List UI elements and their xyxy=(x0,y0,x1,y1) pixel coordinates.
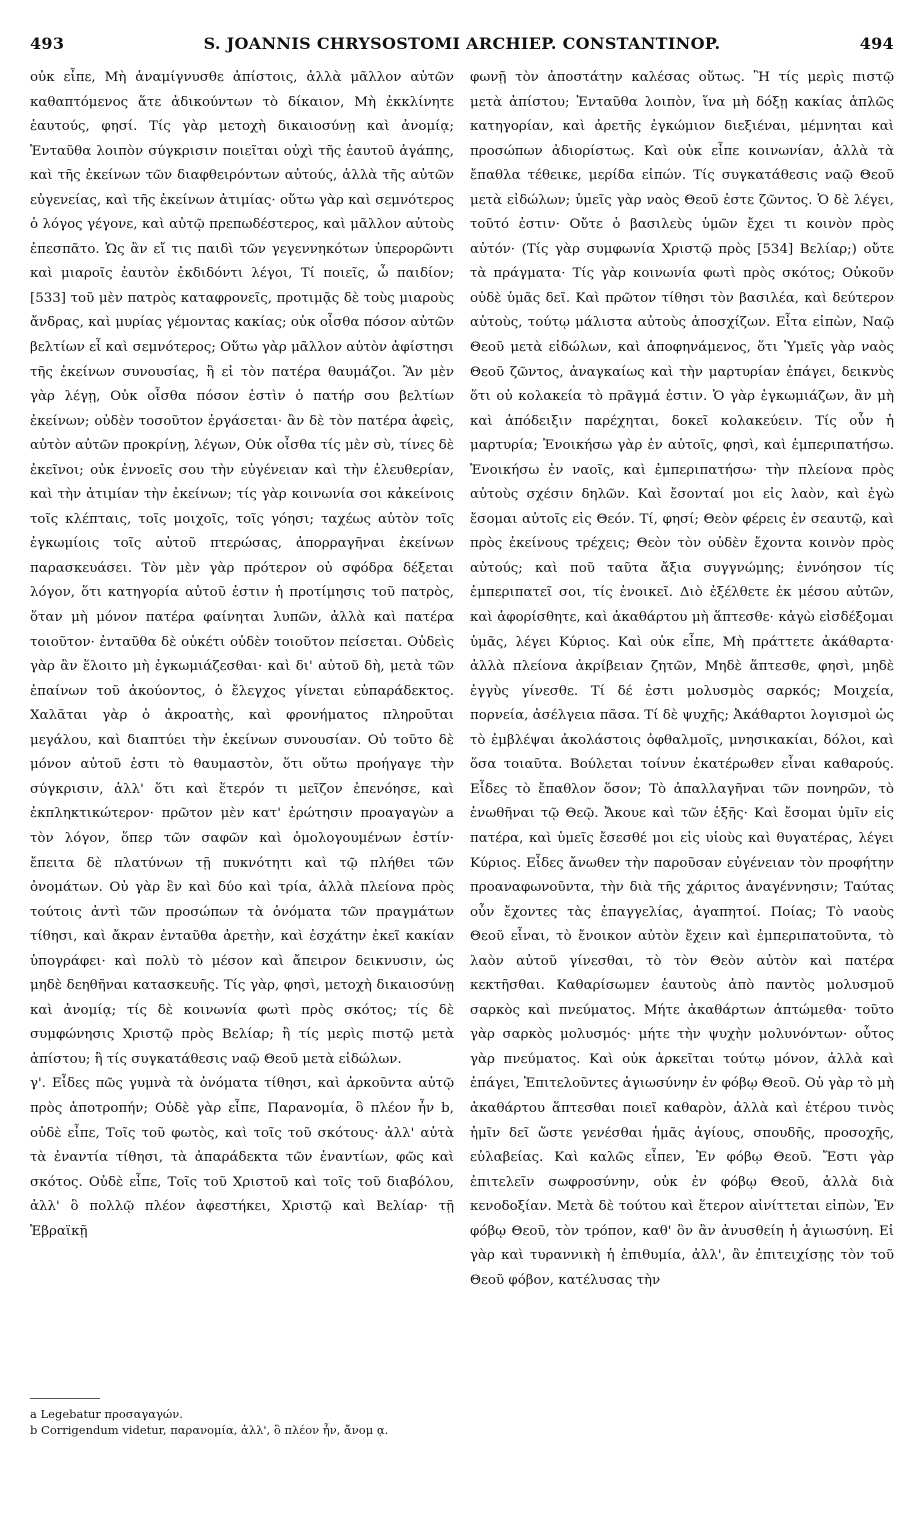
left-column xyxy=(30,66,454,1486)
page-number-left: 493 xyxy=(30,34,65,53)
footnote-divider xyxy=(30,1398,100,1399)
left-paragraph-2: γ'. Εἶδες πῶς γυμνὰ τὰ ὀνόματα τίθησι, καὶ ἀρκοῦντα αὐτῷ πρὸς ἀποτροπήν; Οὐδὲ γὰρ εἶπε, Παρανομία, ὃ πλέον ἦν b, οὐδὲ εἶπε, Τοῖς τοῦ φωτὸς, καὶ τοῖς τοῦ σκότους· ἀλλ' αὐτὰ τὰ ἐναντία τίθησι, τὰ ἀπαράδεκτα τῶν ἐναντίων, φῶς καὶ σκότος. Οὐδὲ εἶπε, Τοῖς τοῦ Χριστοῦ καὶ τοῖς τοῦ διαβόλου, ἀλλ' ὃ πολλῷ πλέον ἀφεστήκει, Χριστῷ καὶ Βελίαρ· τῇ Ἑβραϊκῇ xyxy=(30,1076,454,1239)
right-column xyxy=(470,66,894,1486)
page-number-right: 494 xyxy=(859,34,894,53)
right-paragraph-1: φωνῇ τὸν ἀποστάτην καλέσας οὕτως. Ἢ τίς μερὶς πιστῷ μετὰ ἀπίστου; Ἐνταῦθα λοιπὸν, ἵνα μὴ δόξῃ κακίας ἁπλῶς κατηγορίαν, καὶ ἀρετῆς ἐγκώμιον διεξιέναι, μέμνηται καὶ προσώπων ἀδιορίστως. Καὶ οὐκ εἶπε κοινωνίαν, ἀλλὰ τὰ ἔπαθλα τέθεικε, μερίδα εἰπών. Τίς συγκατάθεσις ναῷ Θεοῦ μετὰ εἰδώλων; ὑμεῖς γὰρ ναὸς Θεοῦ ἐστε ζῶντος. Ὁ δὲ λέγει, τοῦτό ἐστιν· Οὔτε ὁ βασιλεὺς ὑμῶν ἔχει τι κοινὸν πρὸς αὐτόν· (Τίς γὰρ συμφωνία Χριστῷ πρὸς [534] Βελίαρ;) οὔτε τὰ πράγματα· Τίς γὰρ κοινωνία φωτὶ πρὸς σκότος; Οὐκοῦν οὐδὲ ὑμᾶς δεῖ. Καὶ πρῶτον τίθησι τὸν βασιλέα, καὶ δεύτερον αὐτοὺς, τούτῳ μάλιστα αὐτοὺς ἀποσχίζων. Εἶτα εἰπὼν, Ναῷ Θεοῦ μετὰ εἰδώλων, καὶ ἀποφηνάμενος, ὅτι Ὑμεῖς γὰρ ναὸς Θεοῦ ζῶντος, ἀναγκαίως καὶ τὴν μαρτυρίαν ἐπάγει, δεικνὺς ὅτι οὐ κολακεία τὸ πρᾶγμά ἐστιν. Ὁ γὰρ ἐγκωμιάζων, ἂν μὴ καὶ ἀπόδειξιν παρέχηται, δοκεῖ κολακεύειν. Τίς οὖν ἡ μαρτυρία; Ἐνοικήσω γὰρ ἐν αὐτοῖς, φησὶ, καὶ ἐμπεριπατήσω. Ἐνοικήσω ἐν ναοῖς, καὶ ἐμπεριπατήσω· τὴν πλείονα πρὸς αὐτοὺς σχέσιν δηλῶν. Καὶ ἔσονταί μοι εἰς λαὸν, καὶ ἐγὼ ἔσομαι αὐτοῖς εἰς Θεόν. Τί, φησί; Θεὸν φέρεις ἐν σεαυτῷ, καὶ πρὸς ἐκείνους τρέχεις; Θεὸν τὸν οὐδὲν ἔχοντα κοινὸν πρὸς αὐτούς; καὶ ποῦ ταῦτα ἄξια συγγνώμης; ἐννόησον τίς ἐμπεριπατεῖ σοι, τίς ἐνοικεῖ. Διὸ ἐξέλθετε ἐκ μέσου αὐτῶν, καὶ ἀφορίσθητε, καὶ ἀκαθάρτου μὴ ἅπτεσθε· κἀγὼ εἰσδέξομαι ὑμᾶς, λέγει Κύριος. Καὶ οὐκ εἶπε, Μὴ πράττετε ἀκάθαρτα· ἀλλὰ πλείονα ἀκρίβειαν ζητῶν, Μηδὲ ἅπτεσθε, φησὶ, μηδὲ ἐγγὺς γίνεσθε. Τί δέ ἐστι μολυσμὸς σαρκός; Μοιχεία, πορνεία, ἀσέλγεια πᾶσα. Τί δὲ ψυχῆς; Ἀκάθαρτοι λογισμοὶ ὡς τὸ ἐμβλέψαι ἀκολάστοις ὀφθαλμοῖς, μνησικακίαι, δόλοι, καὶ ὅσα τοιαῦτα. Βούλεται τοίνυν ἑκατέρωθεν εἶναι καθαρούς. Εἶδες τὸ ἔπαθλον ὅσον; Τὸ ἀπαλλαγῆναι τῶν πονηρῶν, τὸ ἑνωθῆναι τῷ Θεῷ. Ἄκουε καὶ τῶν ἑξῆς· Καὶ ἔσομαι ὑμῖν εἰς πατέρα, καὶ ὑμεῖς ἔσεσθέ μοι εἰς υἱοὺς καὶ θυγατέρας, λέγει Κύριος. Εἶδες ἄνωθεν τὴν παροῦσαν εὐγένειαν τὸν προφήτην προαναφωνοῦντα, τὴν διὰ τῆς χάριτος ἀναγέννησιν; Ταύτας οὖν ἔχοντες τὰς ἐπαγγελίας, ἀγαπητοί. Ποίας; Τὸ ναοὺς Θεοῦ εἶναι, τὸ ἔνοικον αὐτὸν ἔχειν καὶ ἐμπεριπατοῦντα, τὸ λαὸν αὐτοῦ γίνεσθαι, τὸ τὸν Θεὸν αὐτὸν καὶ πατέρα κεκτῆσθαι. Καθαρίσωμεν ἑαυτοὺς ἀπὸ παντὸς μολυσμοῦ σαρκὸς καὶ πνεύματος. Μήτε ἀκαθάρτων ἁπτώμεθα· τοῦτο γὰρ σαρκὸς μολυσμός· μήτε τὴν ψυχὴν μολυνόντων· οὗτος γὰρ πνεύματος. Καὶ οὐκ ἀρκεῖται τούτῳ μόνον, ἀλλὰ καὶ ἐπάγει, Ἐπιτελοῦντες ἁγιωσύνην ἐν φόβῳ Θεοῦ. Οὐ γὰρ τὸ μὴ ἀκαθάρτου ἅπτεσθαι ποιεῖ καθαρὸν, ἀλλὰ καὶ ἑτέρου τινὸς ἡμῖν δεῖ ὥστε γενέσθαι ἡμᾶς ἁγίους, σπουδῆς, προσοχῆς, εὐλαβείας. Καὶ καλῶς εἶπεν, Ἐν φόβῳ Θεοῦ. Ἔστι γὰρ ἐπιτελεῖν σωφροσύνην, οὐκ ἐν φόβῳ Θεοῦ, ἀλλὰ διὰ κενοδοξίαν. Μετὰ δὲ τούτου καὶ ἕτερον αἰνίττεται εἰπὼν, Ἐν φόβῳ Θεοῦ, τὸν τρόπον, καθ' ὃν ἂν ἀνυσθείη ἡ ἁγιωσύνη. Εἰ γὰρ καὶ τυραννικὴ ἡ ἐπιθυμία, ἀλλ', ἂν ἐπιτειχίσῃς τὸν τοῦ Θεοῦ φόβον, κατέλυσας τὴν xyxy=(470,70,894,1288)
footnote-b: b Corrigendum videtur, παρανομία, ἀλλ', ὃ πλέον ἦν, ἄνομ ᾳ. xyxy=(30,1423,389,1437)
left-paragraph-1: οὐκ εἶπε, Μὴ ἀναμίγνυσθε ἀπίστοις, ἀλλὰ μᾶλλον αὐτῶν καθαπτόμενος ἅτε ἀδικούντων τὸ δίκαιον, Μὴ ἐκκλίνητε ἑαυτούς, φησί. Τίς γὰρ μετοχὴ δικαιοσύνῃ καὶ ἀνομίᾳ; Ἐνταῦθα λοιπὸν σύγκρισιν ποιεῖται οὐχὶ τῆς ἑαυτοῦ ἀγάπης, καὶ τῆς ἐκείνων τῶν διαφθειρόντων αὐτούς, ἀλλὰ τῆς αὐτῶν εὐγενείας, καὶ τῆς ἐκείνων ἀτιμίας· οὕτω γὰρ καὶ σεμνότερος ὁ λόγος γέγονε, καὶ αὐτῷ πρεπωδέστερος, καὶ μᾶλλον αὐτοὺς ἐπεσπᾶτο. Ὡς ἂν εἴ τις παιδὶ τῶν γεγεννηκότων ὑπερορῶντι καὶ μιαροῖς ἑαυτὸν ἐκδιδόντι λέγοι, Τί ποιεῖς, ὦ παιδίον; [533] τοῦ μὲν πατρὸς καταφρονεῖς, προτιμᾷς δὲ τοὺς μιαροὺς ἄνδρας, καὶ μυρίας γέμοντας κακίας; οὐκ οἶσθα πόσον αὐτῶν βελτίων εἶ καὶ σεμνότερος; Οὕτω γὰρ μᾶλλον αὐτὸν ἀφίστησι τῆς ἐκείνων συνουσίας, ἢ εἰ τὸν πατέρα θαυμάζοι. Ἂν μὲν γὰρ λέγῃ, Οὐκ οἶσθα πόσον ἐστὶν ὁ πατήρ σου βελτίων ἐκείνων; οὐδὲν τοσοῦτον ἐργάσεται· ἂν δὲ τὸν πατέρα ἀφεὶς, αὐτὸν αὐτῶν προκρίνῃ, λέγων, Οὐκ οἶσθα τίς μὲν σὺ, τίνες δὲ ἐκεῖνοι; οὐκ ἐννοεῖς σου τὴν εὐγένειαν καὶ τὴν ἐλευθερίαν, καὶ τὴν ἀτιμίαν τὴν ἐκείνων; τίς γὰρ κοινωνία σοι κἀκείνοις τοῖς κλέπταις, τοῖς μοιχοῖς, τοῖς γόησι; ταχέως αὐτὸν τοῖς ἐγκωμίοις τοῖς αὐτοῦ πτερώσας, ἀπορραγῆναι ἐκείνων παρασκευάσει. Τὸν μὲν γὰρ πρότερον οὐ σφόδρα δέξεται λόγον, ὅτι κατηγορία αὐτοῦ ἐστιν ἡ προτίμησις τοῦ πατρὸς, ὅταν μὴ μόνον πατέρα φαίνηται λυπῶν, ἀλλὰ καὶ πατέρα τοιοῦτον· ἐνταῦθα δὲ οὐκέτι οὐδὲν τοιοῦτον πείσεται. Οὐδεὶς γὰρ ἂν ἕλοιτο μὴ ἐγκωμιάζεσθαι· καὶ δι' αὐτοῦ δὴ, μετὰ τῶν ἐπαίνων τοῦ ἀκούοντος, ὁ ἔλεγχος γίνεται εὐπαράδεκτος. Χαλᾶται γὰρ ὁ ἀκροατὴς, καὶ φρονήματος πληροῦται μεγάλου, καὶ διαπτύει τὴν ἐκείνων συνουσίαν. Οὐ τοῦτο δὲ μόνον αὐτοῦ ἐστι τὸ θαυμαστὸν, ὅτι οὕτω προήγαγε τὴν σύγκρισιν, ἀλλ' ὅτι καὶ ἕτερόν τι μεῖζον ἐπενόησε, καὶ ἐκπληκτικώτερον· πρῶτον μὲν κατ' ἐρώτησιν προαγαγὼν a τὸν λόγον, ὅπερ τῶν σαφῶν καὶ ὁμολογουμένων ἐστίν· ἔπειτα δὲ πλατύνων τῇ πυκνότητι καὶ τῷ πλήθει τῶν ὀνομάτων. Οὐ γὰρ ἓν καὶ δύο καὶ τρία, ἀλλὰ πλείονα πρὸς τούτοις ἀντὶ τῶν προσώπων τὰ ὀνόματα τῶν πραγμάτων τίθησι, καὶ ἄκραν ἐνταῦθα ἀρετὴν, καὶ ἐσχάτην ἐκεῖ κακίαν ὑπογράφει· καὶ πολὺ τὸ μέσον καὶ ἄπειρον δεικνυσιν, ὡς μηδὲ δεηθῆναι κατασκευῆς. Τίς γὰρ, φησὶ, μετοχὴ δικαιοσύνῃ καὶ ἀνομίᾳ; τίς δὲ κοινωνία φωτὶ πρὸς σκότος; τίς δὲ συμφώνησις Χριστῷ πρὸς Βελίαρ; ἢ τίς μερὶς πιστῷ μετὰ ἀπίστου; ἢ τίς συγκατάθεσις ναῷ Θεοῦ μετὰ εἰδώλων. xyxy=(30,70,454,1067)
footnote-a: a Legebatur προσαγαγών. xyxy=(30,1407,183,1421)
page-header xyxy=(30,34,894,60)
footnotes xyxy=(30,1406,454,1438)
running-title: S. JOANNIS CHRYSOSTOMI ARCHIEP. CONSTANTINOP. xyxy=(203,34,721,53)
